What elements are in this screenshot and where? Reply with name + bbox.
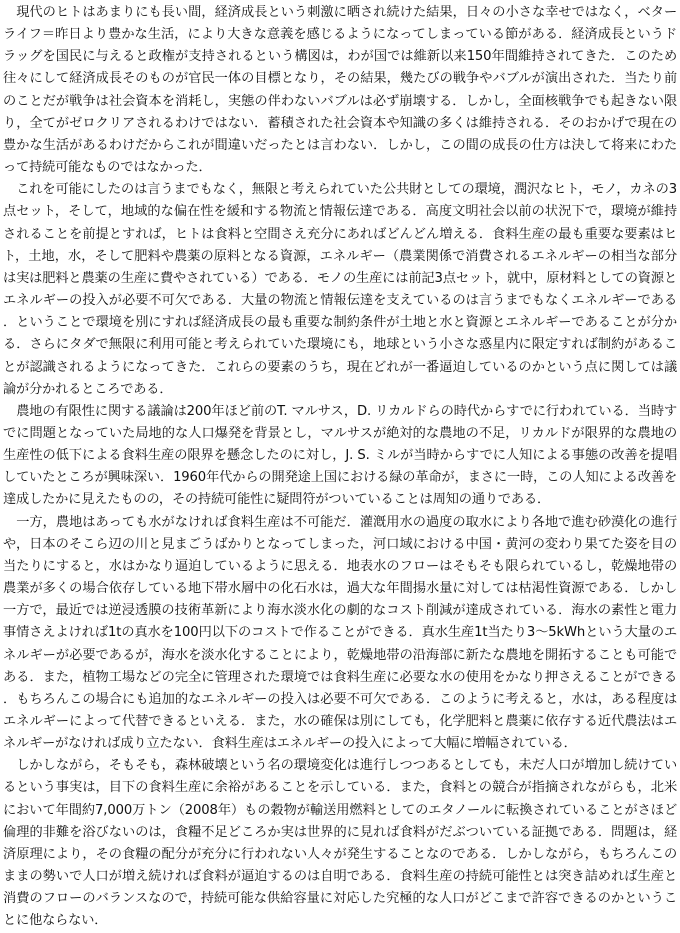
paragraph-economic-growth: 現代のヒトはあまりにも長い間，経済成長という刺激に晒され続けた結果，日々の小さな幸せではなく，ベターライフ＝昨日より豊かな生活，により大きな意義を感じるようになってしまっている節がある．経済成長というドラッグを国民に与えると政権が支持されるという構図は，わが国では維新以来150年間維持されてきた．このため往々にして経済成長そのものが官民一体の目標となり，その結果，幾たびの戦争やバブルが演出された．当たり前のことだが戦争は社会資本を消耗し，実態の伴わないバブルは必ず崩壊する．しかし，全面核戦争でも起きない限り，全てがゼロクリアされるわけではない．蓄積された社会資本や知識の多くは維持される．そのおかげで現在の豊かな生活があるわけだからこれが間違いだったとは言わない．しかし，この間の成長の仕方は決して将来にわたって持続可能なものではなかった． bbox=[3, 5, 677, 176]
paragraph-water: 一方，農地はあっても水がなければ食料生産は不可能だ．灌漑用水の過度の取水により各地で進む砂漠化の進行や，日本のそこら辺の川と見まごうばかりとなってしまった，河口域における中国・黄河の変わり果てた姿を目の当たりにすると，水はかなり逼迫しているように思える．地表水のフローはそもそも限られているし，乾燥地帯の農業が多くの場合依存している地下帯水層中の化石水は，過大な年間揚水量に対しては枯渇性資源である．しかし一方で，最近では逆浸透膜の技術革新により海水淡水化の劇的なコスト削減が達成されている．海水の素性と電力事情さえよければ1tの真水を100円以下のコストで作ることができる．真水生産1t当たり3～5kWhという大量のエネルギーが必要であるが，海水を淡水化することにより，乾燥地帯の沿海部に新たな農地を開拓することも可能である．また，植物工場などの完全に管理された環境では食料生産に必要な水の使用をかなり押さえることができる．もちろんこの場合にも追加的なエネルギーの投入は必要不可欠である．このように考えると，水は，ある程度はエネルギーによって代替できるといえる．また，水の確保は別にしても，化学肥料と農薬に依存する近代農法はエネルギーがなければ成り立たない．食料生産はエネルギーの投入によって大幅に増幅されている． bbox=[3, 514, 677, 752]
paragraph-farmland: 農地の有限性に関する議論は200年ほど前のT. マルサス，D. リカルドらの時代からすでに行われている．当時すでに問題となっていた局地的な人口爆発を背景とし，マルサスが絶対的な農地の不足，リカルドが限界的な農地の生産性の低下による食料生産の限界を懸念したのに対し，J. S. ミルが当時からすでに人知による事態の改善を提唱していたところが興味深い．1960年代からの開発途上国における緑の革命が，まさに一時，この人知による改善を達成したかに見えたものの，その持続可能性に疑問符がついていることは周知の通りである． bbox=[3, 403, 677, 508]
paragraph-constraints: これを可能にしたのは言うまでもなく，無限と考えられていた公共財としての環境，潤沢なヒト，モノ，カネの3点セット，そして，地域的な偏在性を緩和する物流と情報伝達である．高度文明社会以前の状況下で，環境が維持されることを前提とすれば，ヒトは食料と空間さえ充分にあればどんどん増える．食料生産の最も重要な要素はヒト，土地，水，そして肥料や農薬の原料となる資源，エネルギー（農業関係で消費されるエネルギーの相当な部分は実は肥料と農薬の生産に費やされている）である．モノの生産には前記3点セット，就中，原材料としての資源とエネルギーの投入が必要不可欠である．大量の物流と情報伝達を支えているのは言うまでもなくエネルギーである．ということで環境を別にすれば経済成長の最も重要な制約条件が土地と水と資源とエネルギーであることが分かる．さらにタダで無限に利用可能と考えられていた環境にも，地球という小さな惑星内に限定すれば制約があることが認識されるようになってきた．これらの要素のうち，現在どれが一番逼迫しているのかという点に関しては議論が分かれるところである． bbox=[3, 182, 677, 397]
paragraph-population: しかしながら，そもそも，森林破壊という名の環境変化は進行しつつあるとしても，未だ人口が増加し続けているという事実は，目下の食料生産に余裕があることを示している．また，食料との競合が指摘されながらも，北米において年間約7,000万トン（2008年）もの穀物が輸送用燃料としてのエタノールに転換されていることがさほど倫理的非難を浴びないのは，食糧不足どころか実は世界的に見れば食料がだぶついている証拠である．問題は，経済原理により，その食糧の配分が充分に行われない人々が発生することなのである．しかしながら，もちろんこのままの勢いで人口が増え続ければ食料が逼迫するのは自明である．食料生産の持続可能性とは突き詰めれば生産と消費のフローのバランスなので，持続可能な供給容量に対応した究極的な人口がどこまで許容できるのかということに他ならない． bbox=[3, 758, 677, 929]
